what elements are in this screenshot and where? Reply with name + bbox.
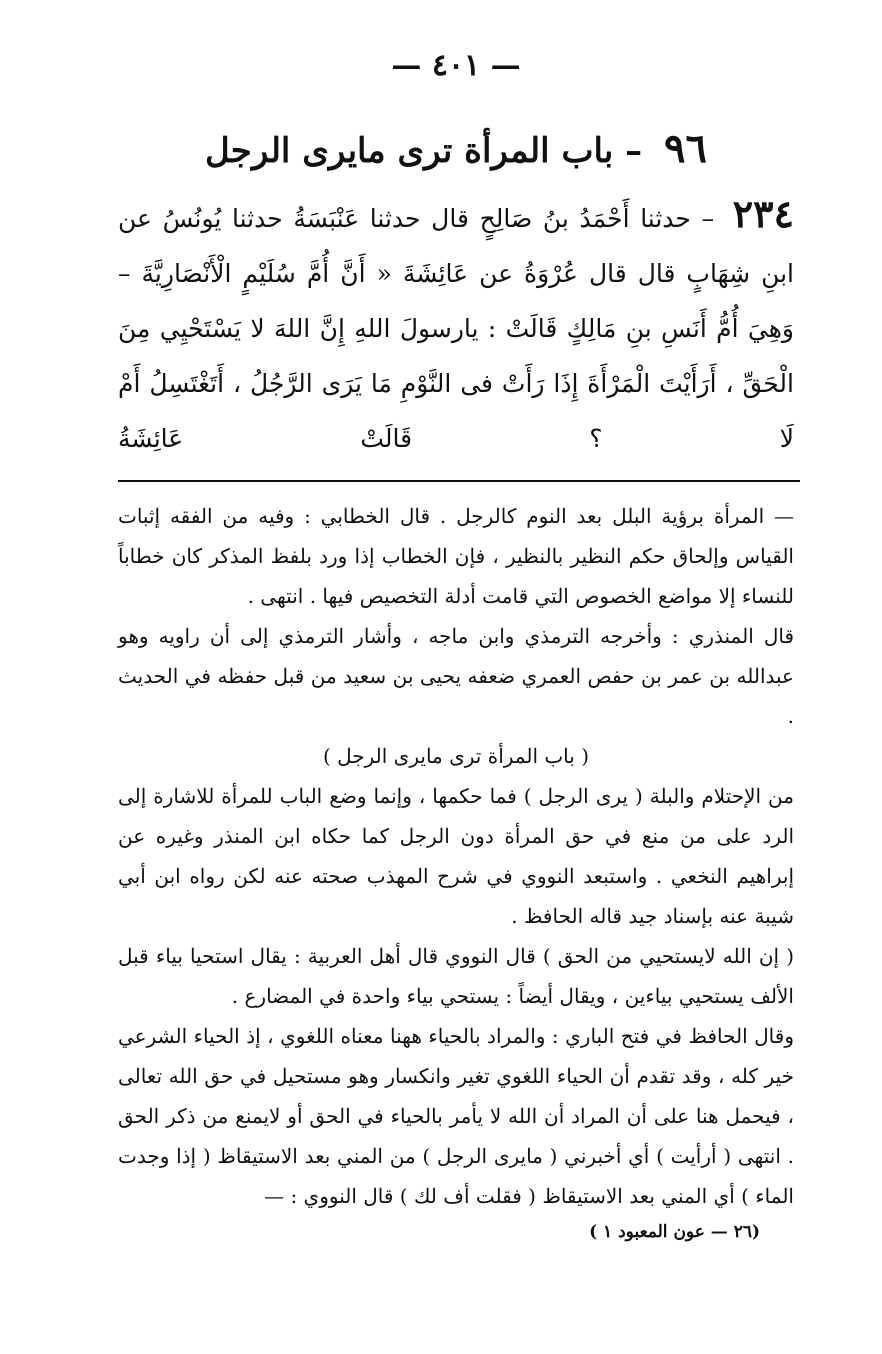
commentary-paragraph: من الإحتلام والبلة ( يرى الرجل ) فما حكمها ، وإنما وضع الباب للمرأة للاشارة إلى الرد على من منع في حق المرأة دون الرجل كما حكاه ابن المنذر وغيره عن إبراهيم النخعي . واستبعد النووي في شرح المهذب صحته عنه لكن رواه ابن أبي شيبة عنه بإسناد جيد قاله الحافظ . [118,784,794,928]
footnote-divider [118,480,800,482]
commentary-paragraph: — المرأة برؤية البلل بعد النوم كالرجل . قال الخطابي : وفيه من الفقه إثبات القياس وإلحاق حكم النظير بالنظير ، فإن الخطاب إذا ورد بلفظ المذكر كان خطاباً للنساء إلا مواضع الخصوص التي قامت أدلة التخصيص فيها . انتهى . [118,504,794,608]
chapter-number: ٩٦ [663,125,707,172]
hadith-text [118,186,794,466]
chapter-title: – باب المرأة ترى مايرى الرجل [205,131,643,171]
chapter-heading [118,122,794,176]
commentary-paragraph: قال المنذري : وأخرجه الترمذي وابن ماجه ، وأشار الترمذي إلى أن راويه وهو عبدالله بن عمر بن حفص العمري ضعفه يحيى بن سعيد من قبل حفظه في الحديث . [118,624,794,728]
hadith-body: – حدثنا أَحْمَدُ بنُ صَالِحٍ قال حدثنا عَنْبَسَةُ حدثنا يُونُسُ عن ابنِ شِهَابٍ قال قال عُرْوَةُ عن عَائِشَةَ « أَنَّ أُمَّ سُلَيْمٍ الْأَنْصَارِيَّةَ – وَهِيَ أُمُّ أَنَسِ بنِ مَالِكٍ قَالَتْ : يارسولَ اللهِ إِنَّ اللهَ لا يَسْتَحْيِي مِنَ الْحَقِّ ، أَرَأَيْتَ الْمَرْأَةَ إِذَا رَأَتْ فى النَّوْمِ مَا يَرَى الرَّجُلُ ، أَتَغْتَسِلُ أَمْ لَا ؟ قَالَتْ عَائِشَةُ [118,204,794,453]
commentary-paragraph: ( إن الله لايستحيي من الحق ) قال النووي قال أهل العربية : يقال استحيا بياء قبل الألف يستحيي بياءين ، ويقال أيضاً : يستحي بياء واحدة في المضارع . [118,944,794,1008]
commentary [118,496,794,1216]
commentary-paragraph: وقال الحافظ في فتح الباري : والمراد بالحياء ههنا معناه اللغوي ، إذ الحياء الشرعي خير كله ، وقد تقدم أن الحياء اللغوي تغير وانكسار وهو مستحيل في حق الله تعالى ، فيحمل هنا على أن المراد أن الله لا يأمر بالحياء في الحق أو لايمنع من ذكر الحق . انتهى ( أرأيت ) أي أخبرني ( مايرى الرجل ) من المني بعد الاستيقاظ ( إذا وجدت الماء ) أي المني بعد الاستيقاظ ( فقلت أف لك ) قال النووي : — [118,1024,794,1208]
page-number: — ٤٠١ — [391,48,521,83]
hadith-number: ٢٣٤ [732,191,794,236]
footer-signature: (٢٦ — عون المعبود ١ ) [589,1222,760,1242]
commentary-subheading: ( باب المرأة ترى مايرى الرجل ) [322,744,590,768]
